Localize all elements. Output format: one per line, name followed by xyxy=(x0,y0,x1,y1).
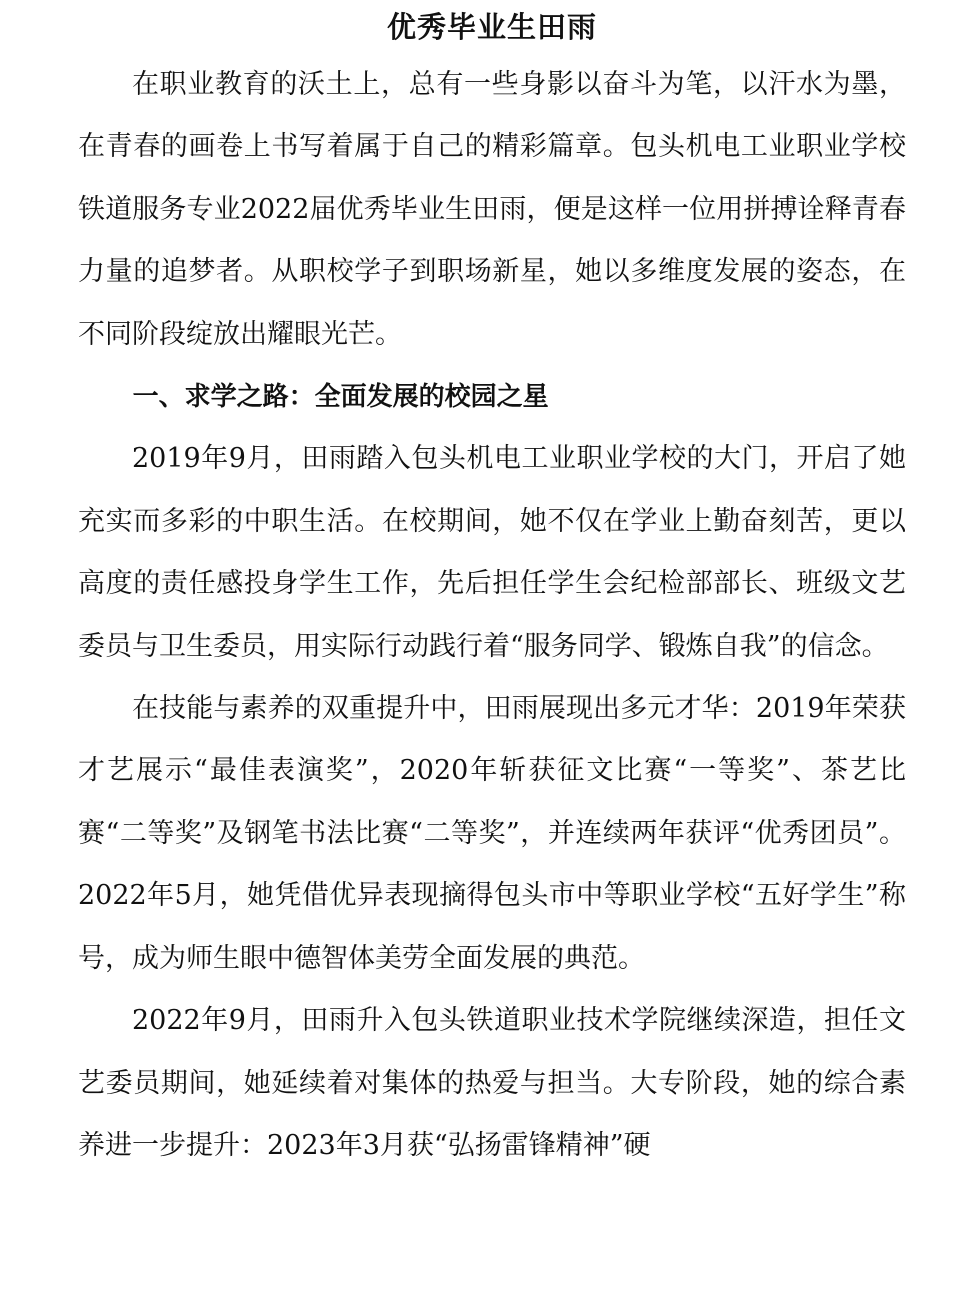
body-paragraph-1: 2019年9月，田雨踏入包头机电工业职业学校的大门，开启了她充实而多彩的中职生活。在校期间，她不仅在学业上勤奋刻苦，更以高度的责任感投身学生工作，先后担任学生会纪检部部长、班级文艺委员与卫生委员，用实际行动践行着“服务同学、锻炼自我”的信念。 xyxy=(78,443,906,662)
intro-paragraph: 在职业教育的沃土上，总有一些身影以奋斗为笔，以汗水为墨，在青春的画卷上书写着属于自己的精彩篇章。包头机电工业职业学校铁道服务专业2022届优秀毕业生田雨，便是这样一位用拼搏诠释青春力量的追梦者。从职校学子到职场新星，她以多维度发展的姿态，在不同阶段绽放出耀眼光芒。 xyxy=(78,69,906,350)
body-paragraph-3: 2022年9月，田雨升入包头铁道职业技术学院继续深造，担任文艺委员期间，她延续着对集体的热爱与担当。大专阶段，她的综合素养进一步提升：2023年3月获“弘扬雷锋精神”硬 xyxy=(78,1005,906,1161)
document-page xyxy=(78,0,906,1177)
section-heading: 一、求学之路：全面发展的校园之星 xyxy=(132,382,549,413)
body-paragraph-2: 在技能与素养的双重提升中，田雨展现出多元才华：2019年荣获才艺展示“最佳表演奖”，2020年斩获征文比赛“一等奖”、茶艺比赛“二等奖”及钢笔书法比赛“二等奖”，并连续两年获评“优秀团员”。2022年5月，她凭借优异表现摘得包头市中等职业学校“五好学生”称号，成为师生眼中德智体美劳全面发展的典范。 xyxy=(78,693,906,974)
document-title: 优秀毕业生田雨 xyxy=(386,10,597,44)
